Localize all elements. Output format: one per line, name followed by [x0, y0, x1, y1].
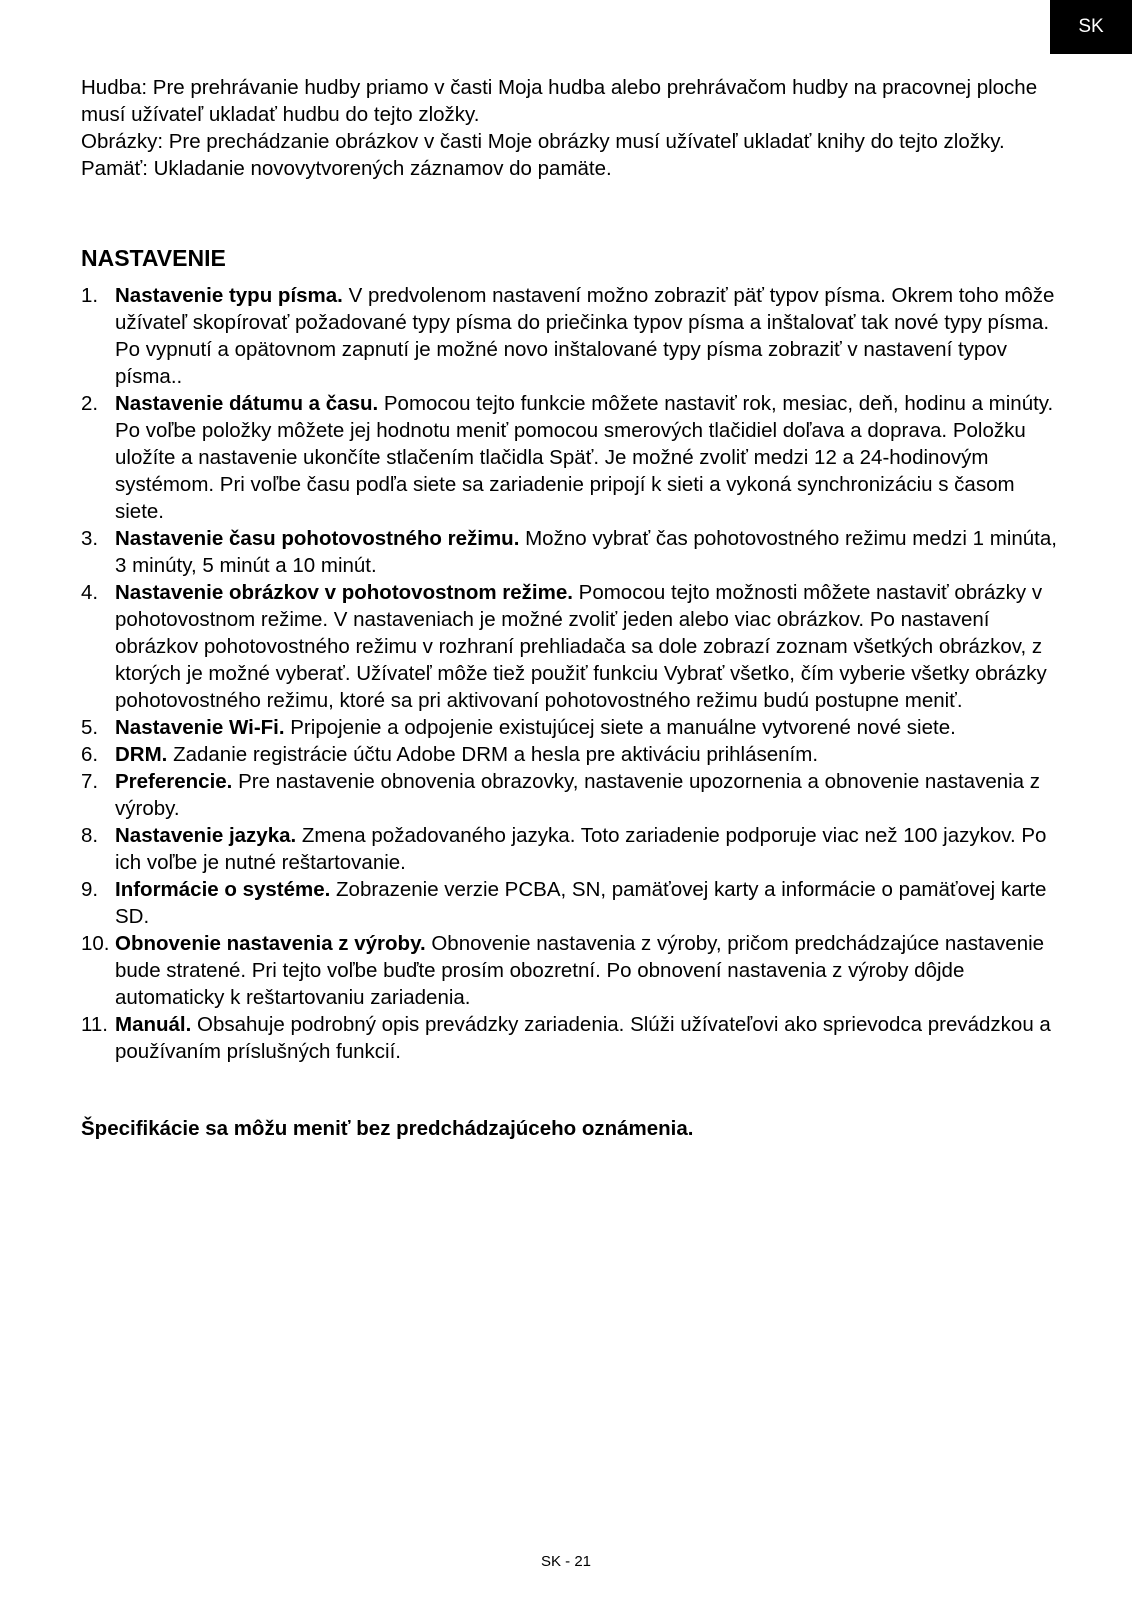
item-number: 4.	[81, 581, 99, 604]
item-text: Obnovenie nastavenia z výroby, pričom predchádzajúce nastavenie bude stratené. Pri tejto voľbe buďte prosím obozretní. Po obnovení nastavenia z výroby dôjde automaticky k reštartovaniu zariadenia.	[115, 932, 1045, 1009]
intro-memory: Pamäť: Ukladanie novovytvorených záznamov do pamäte.	[81, 157, 612, 180]
item-title: Nastavenie Wi-Fi.	[115, 716, 285, 739]
list-item	[81, 714, 1061, 741]
item-title: Nastavenie obrázkov v pohotovostnom režime.	[115, 581, 573, 604]
list-item	[81, 579, 1061, 714]
item-title: Nastavenie jazyka.	[115, 824, 297, 847]
item-text: Pripojenie a odpojenie existujúcej siete a manuálne vytvorené nové siete.	[284, 716, 956, 739]
list-item	[81, 525, 1061, 579]
item-text: Pomocou tejto funkcie môžete nastaviť rok, mesiac, deň, hodinu a minúty. Po voľbe položky môžete jej hodnotu meniť pomocou smerových tlačidiel doľava a doprava. Položku uložíte a nastavenie ukončíte stlačením tlačidla Späť. Je možné zvoliť medzi 12 a 24-hodinovým systémom. Pri voľbe času podľa siete sa zariadenie pripojí k sieti a vykoná synchronizáciu s časom siete.	[115, 392, 1054, 523]
settings-list	[81, 282, 1061, 1065]
item-number: 6.	[81, 743, 99, 766]
item-title: Manuál.	[115, 1013, 192, 1036]
page-content	[81, 74, 1061, 1142]
item-title: Nastavenie dátumu a času.	[115, 392, 379, 415]
language-tab: SK	[1050, 0, 1132, 54]
list-item	[81, 876, 1061, 930]
list-item	[81, 390, 1061, 525]
item-number: 11.	[81, 1013, 108, 1036]
list-item	[81, 1011, 1061, 1065]
item-title: Nastavenie času pohotovostného režimu.	[115, 527, 520, 550]
list-item	[81, 741, 1061, 768]
item-number: 2.	[81, 392, 99, 415]
section-heading: NASTAVENIE	[81, 245, 226, 271]
item-number: 5.	[81, 716, 99, 739]
intro-music: Hudba: Pre prehrávanie hudby priamo v časti Moja hudba alebo prehrávačom hudby na pracovnej ploche musí užívateľ ukladať hudbu do tejto zložky.	[81, 76, 1038, 126]
item-text: V predvolenom nastavení možno zobraziť päť typov písma. Okrem toho môže užívateľ skopírovať požadované typy písma do priečinka typov písma a inštalovať tak nové typy písma. Po vypnutí a opätovnom zapnutí je možné novo inštalované typy písma zobraziť v nastavení typov písma..	[115, 284, 1055, 388]
list-item	[81, 930, 1061, 1011]
specifications-note: Špecifikácie sa môžu meniť bez predchádzajúceho oznámenia.	[81, 1117, 694, 1140]
item-text: Obsahuje podrobný opis prevádzky zariadenia. Slúži užívateľovi ako sprievodca prevádzkou a používaním príslušných funkcií.	[115, 1013, 1051, 1063]
item-number: 3.	[81, 527, 99, 550]
item-text: Zadanie registrácie účtu Adobe DRM a hesla pre aktiváciu prihlásením.	[167, 743, 819, 766]
list-item	[81, 768, 1061, 822]
item-number: 7.	[81, 770, 99, 793]
item-title: Nastavenie typu písma.	[115, 284, 343, 307]
item-text: Pomocou tejto možnosti môžete nastaviť obrázky v pohotovostnom režime. V nastaveniach je možné zvoliť jeden alebo viac obrázkov. Po nastavení obrázkov pohotovostného režimu v rozhraní prehliadača sa dole zobrazí zoznam všetkých obrázkov, z ktorých je možné vyberať. Užívateľ môže tiež použiť funkciu Vybrať všetko, čím vyberie všetky obrázky pohotovostného režimu, ktoré sa pri aktivovaní pohotovostného režimu budú postupne meniť.	[115, 581, 1047, 712]
page-number: SK - 21	[540, 1553, 592, 1570]
item-title: Obnovenie nastavenia z výroby.	[115, 932, 426, 955]
item-text: Zobrazenie verzie PCBA, SN, pamäťovej karty a informácie o pamäťovej karte SD.	[115, 878, 1047, 928]
item-text: Možno vybrať čas pohotovostného režimu medzi 1 minúta, 3 minúty, 5 minút a 10 minút.	[115, 527, 1057, 577]
item-title: Preferencie.	[115, 770, 233, 793]
item-number: 10.	[81, 932, 110, 955]
item-title: Informácie o systéme.	[115, 878, 331, 901]
list-item	[81, 822, 1061, 876]
item-text: Zmena požadovaného jazyka. Toto zariadenie podporuje viac než 100 jazykov. Po ich voľbe je nutné reštartovanie.	[115, 824, 1047, 874]
list-item	[81, 282, 1061, 390]
item-number: 1.	[81, 284, 99, 307]
intro-pictures: Obrázky: Pre prechádzanie obrázkov v časti Moje obrázky musí užívateľ ukladať knihy do tejto zložky.	[81, 130, 1005, 153]
item-number: 9.	[81, 878, 99, 901]
item-title: DRM.	[115, 743, 168, 766]
item-text: Pre nastavenie obnovenia obrazovky, nastavenie upozornenia a obnovenie nastavenia z výroby.	[115, 770, 1041, 820]
item-number: 8.	[81, 824, 99, 847]
